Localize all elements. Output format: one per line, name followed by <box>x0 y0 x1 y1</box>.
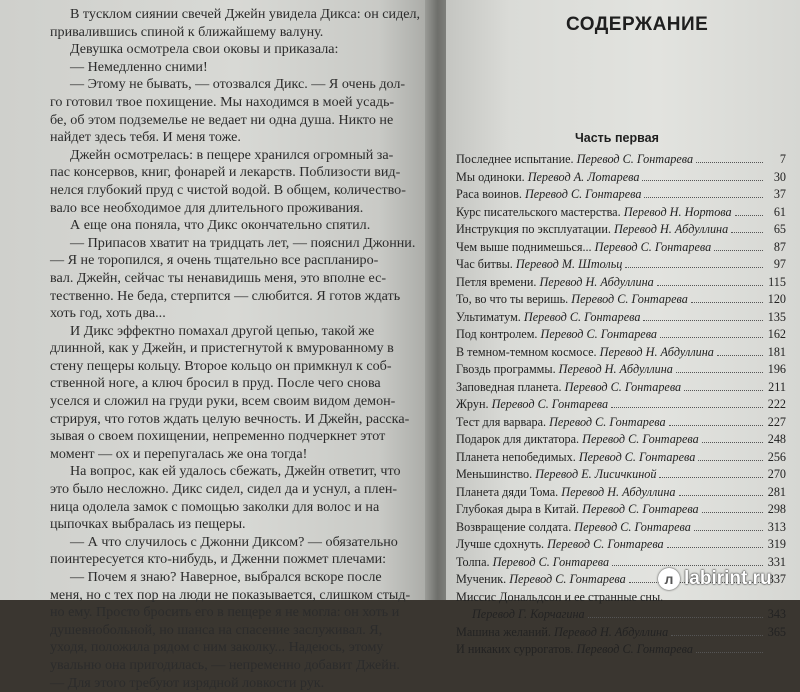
toc-entry <box>456 397 786 415</box>
toc-leader-dots <box>696 652 763 653</box>
toc-entry <box>456 345 786 363</box>
toc-entry-translator: Перевод Н. Абдуллина <box>561 484 676 499</box>
toc-leader-dots <box>717 355 763 356</box>
toc-entry-translator: Перевод С. Гонтарева <box>547 537 664 551</box>
toc-entry-title: Мы одиноки. <box>456 169 525 184</box>
text-line: привалившись спиной к ближайшему валуну. <box>50 23 324 40</box>
text-line: На вопрос, как ей удалось сбежать, Джейн ответит, что <box>70 463 401 480</box>
toc-leader-dots <box>702 512 763 513</box>
text-line: — А что случилось с Джонни Диксом? — обязательно <box>70 533 398 550</box>
toc-entry-text <box>456 380 681 395</box>
toc-entry <box>456 240 786 258</box>
toc-entry-translator: Перевод С. Гонтарева <box>574 519 691 534</box>
text-line: момент — ох и перепугалась же она тогда! <box>50 445 308 462</box>
toc-entry-page: 120 <box>767 292 786 306</box>
toc-entry-title: И никаких суррогатов. <box>456 642 574 656</box>
toc-entry <box>456 502 786 520</box>
toc-entry-title: Толпа. <box>456 554 490 569</box>
toc-leader-dots <box>696 162 763 163</box>
toc-entry <box>456 205 786 223</box>
text-line: нелся глубокий пруд с чистой водой. В общем, количество- <box>50 181 406 198</box>
toc-entry-title: Тест для варвара. <box>456 414 547 429</box>
toc-entry-page: 343 <box>767 607 786 621</box>
toc-entry-title: Под контролем. <box>456 327 538 341</box>
text-line: вал. Джейн, сейчас ты ненавидишь меня, это вполне ес- <box>50 269 387 286</box>
text-line: меня, но с тех пор на люди не показывается, слишком стыд- <box>50 586 411 603</box>
text-line: — Для этого требуют изрядной ловкости рук. <box>50 674 325 691</box>
toc-leader-dots <box>691 302 763 303</box>
toc-entry-title: Миссис Дональдсон и ее странные сны. <box>456 589 664 604</box>
toc-leader-dots <box>659 477 763 478</box>
toc-entry-title: Петля времени. <box>456 274 537 289</box>
toc-leader-dots <box>625 267 763 268</box>
text-line: увальню она пригодилась, — непременно добавит Джейн. <box>50 656 400 673</box>
text-line: тественно. Не беда, стерпится — слюбится. Я готов ждать <box>50 287 401 304</box>
toc-entry-page: 7 <box>779 152 786 166</box>
toc-entry-title: Час битвы. <box>456 257 513 271</box>
toc-entry-translator: Перевод С. Гонтарева <box>576 642 693 656</box>
toc-entry-page: 331 <box>767 554 786 569</box>
toc-entry-title: Возвращение солдата. <box>456 519 572 534</box>
toc-entry-translator: Перевод С. Гонтарева <box>491 397 609 411</box>
toc-entry-text <box>456 187 641 202</box>
toc-entry-title: Ультиматум. <box>456 309 521 324</box>
toc-entry-translator: Перевод С. Гонтарева <box>523 309 641 324</box>
toc-entry-title: Подарок для диктатора. <box>456 432 580 446</box>
toc-entry <box>456 415 786 433</box>
toc-entry-translator: Перевод С. Гонтарева <box>549 414 666 429</box>
toc-entry <box>456 222 786 240</box>
toc-entry-title: Глубокая дыра в Китай. <box>456 502 580 516</box>
toc-entry-page: 365 <box>767 624 786 639</box>
toc-entry-translator: Перевод А. Лотарева <box>527 169 640 184</box>
toc-entry-page: 37 <box>773 187 786 201</box>
text-line: вало все необходимое для длительного проживания. <box>50 199 364 216</box>
text-line: длинной, как у Джейн, и пристегнутой к вмурованному в <box>50 340 394 357</box>
toc-entry-page: 227 <box>767 414 786 429</box>
toc-entry-text <box>456 537 664 552</box>
text-line: уходя, положила рядом с ним заколку... Надеюсь, этому <box>50 639 384 656</box>
text-line: — Я не торопился, я очень тщательно все распланиро- <box>50 252 379 269</box>
toc-entry-translator: Перевод Н. Абдуллина <box>539 274 654 289</box>
toc-entry-text <box>456 222 728 237</box>
toc-entry-text <box>456 292 688 307</box>
toc-entry-page: 196 <box>767 362 786 376</box>
part-title: Часть первая <box>575 131 659 145</box>
toc-entry-page: 30 <box>773 169 786 184</box>
toc-entry-translator: Перевод Н. Абдуллина <box>613 222 729 236</box>
toc-entry-translator: Перевод С. Гонтарева <box>571 292 688 306</box>
toc-entry <box>456 170 786 188</box>
toc-entry-text <box>456 467 656 482</box>
toc-entry-text <box>456 205 732 220</box>
toc-entry-text <box>456 432 699 447</box>
toc-entry-text <box>456 152 693 167</box>
toc-entry-page: 65 <box>773 222 786 236</box>
text-line: цыпочках выбралась из пещеры. <box>50 516 246 533</box>
text-line: го готовил твое похищение. Мы находимся в моей усадь- <box>50 93 395 110</box>
toc-entry <box>456 292 786 310</box>
toc-entry-translator: Перевод С. Гонтарева <box>540 327 658 341</box>
toc-entry-text <box>456 520 691 535</box>
toc-entry <box>456 432 786 450</box>
text-line: стену пещеры кольцу. Второе кольцо он примкнул к соб- <box>50 357 392 374</box>
toc-entry-text <box>456 642 693 657</box>
toc-entry <box>456 590 786 608</box>
text-line: найдет здесь тебя. И меня тоже. <box>50 129 241 146</box>
toc-entry-title: Последнее испытание. <box>456 152 574 166</box>
toc-leader-dots <box>679 495 764 496</box>
toc-entry-title: То, во что ты веришь. <box>456 292 569 306</box>
toc-entry-text <box>456 450 695 465</box>
toc-entry <box>456 275 786 293</box>
toc-entry-translator: Перевод С. Гонтарева <box>564 379 682 394</box>
toc-leader-dots <box>643 320 763 321</box>
toc-entry-title: Заповедная планета. <box>456 379 562 394</box>
toc-entry-translator: Перевод Н. Абдуллина <box>558 362 673 376</box>
toc-entry-text <box>456 275 654 290</box>
text-line: — Немедленно сними! <box>70 58 208 75</box>
text-line: стрируя, что готов ждать целую вечность. И Джейн, расска- <box>50 410 410 427</box>
toc-entry-translator: Перевод М. Штольц <box>515 257 623 271</box>
toc-entry-text <box>456 625 668 640</box>
toc-leader-dots <box>671 635 763 636</box>
toc-entry-title: Мученик. <box>456 572 507 586</box>
toc-entry-title: Меньшинство. <box>456 467 533 481</box>
toc-entry <box>456 380 786 398</box>
text-line: душевнобольной, но шанса на спасение заслуживал. Я, <box>50 621 383 638</box>
toc-entry-title: Машина желаний. <box>456 624 551 639</box>
toc-entry-text <box>456 415 666 430</box>
text-line: ница одолела замок с помощью заколки для волос и на <box>50 498 380 515</box>
toc-entry-translator: Перевод С. Гонтарева <box>582 502 699 516</box>
toc-entry-translator: Перевод С. Гонтарева <box>524 187 642 201</box>
text-line: хоть год, хоть два... <box>50 305 166 322</box>
toc-entry-page: 248 <box>767 432 786 446</box>
toc-leader-dots <box>669 425 763 426</box>
toc-entry <box>456 625 786 643</box>
toc-leader-dots <box>611 407 763 408</box>
toc-entry-translator: Перевод С. Гонтарева <box>576 152 694 166</box>
watermark <box>658 568 772 590</box>
text-line: ственной ноге, а ключ бросил в пруд. После чего снова <box>50 375 381 392</box>
toc-entry-page: 337 <box>767 572 786 586</box>
toc-entry <box>456 152 786 170</box>
toc-entry-text <box>456 485 676 500</box>
toc-entry-page: 115 <box>768 274 786 289</box>
toc-leader-dots <box>714 250 763 251</box>
toc-leader-dots <box>698 460 763 461</box>
toc-leader-dots <box>644 197 763 198</box>
toc-entry-page: 270 <box>767 467 786 481</box>
toc-entry-page: 222 <box>767 397 786 411</box>
text-line: В тусклом сиянии свечей Джейн увидела Дикса: он сидел, <box>70 6 421 22</box>
toc-entry-text <box>456 572 626 587</box>
toc-entry <box>456 467 786 485</box>
toc-entry-page: 135 <box>767 309 786 324</box>
text-line: пас консервов, книг, фонарей и лекарств. Поблизости вид- <box>50 164 401 181</box>
toc-entry-title: Курс писательского мастерства. <box>456 204 621 219</box>
toc-leader-dots <box>612 565 763 566</box>
text-line: бе, об этом подземелье не ведает ни одна душа. Никто не <box>50 111 394 128</box>
text-line: Джейн осмотрелась: в пещере хранился огромный за- <box>70 146 394 163</box>
toc-entry-page: 97 <box>773 257 786 271</box>
toc-entry-translator: Перевод Н. Нортова <box>623 204 732 219</box>
toc-entry-title: Гвоздь программы. <box>456 362 556 376</box>
toc-entry-page: 61 <box>773 204 786 219</box>
toc-entry <box>456 327 786 345</box>
toc-entry-text <box>456 607 585 622</box>
text-line: это было несложно. Дикс сидел, сидел да и уснул, а плен- <box>50 481 398 498</box>
toc-entry-text <box>456 240 711 255</box>
toc-entry <box>456 310 786 328</box>
toc-entry-title: Планета дяди Тома. <box>456 484 559 499</box>
toc-entry-translator: Перевод С. Гонтарева <box>492 554 610 569</box>
text-line: А еще она поняла, что Дикс окончательно спятил. <box>70 217 371 234</box>
toc-entry-page: 181 <box>767 344 786 359</box>
watermark-text: labirint.ru <box>684 568 772 589</box>
toc-entry-page: 256 <box>767 449 786 464</box>
toc-entry-translator: Перевод С. Гонтарева <box>594 239 712 254</box>
text-line: — Припасов хватит на тридцать лет, — пояснил Джонни. <box>70 234 416 251</box>
toc-entry <box>456 257 786 275</box>
toc-entry-text <box>456 590 663 605</box>
toc-entry-title: Раса воинов. <box>456 187 522 201</box>
left-page-text <box>50 6 421 692</box>
toc-entry-text <box>456 310 640 325</box>
toc-entry-page: 319 <box>767 537 786 551</box>
toc-entry-text <box>456 397 608 412</box>
toc-entry-text <box>456 345 714 360</box>
toc-entry-title: Планета непобедимых. <box>456 449 576 464</box>
toc-entry-translator: Перевод Г. Корчагина <box>472 607 585 621</box>
toc-entry-page: 162 <box>767 327 786 341</box>
toc-leader-dots <box>731 232 763 233</box>
toc-entry-text <box>456 362 673 377</box>
text-line: поинтересуется кто-нибудь, и Дженни пожмет плечами: <box>50 551 387 568</box>
toc-entry <box>456 485 786 503</box>
toc-entry-text <box>456 170 639 185</box>
toc-entry-page: 298 <box>767 502 786 516</box>
toc-entry-page: 281 <box>767 484 786 499</box>
toc-entry-translator: Перевод Н. Абдуллина <box>553 624 669 639</box>
toc-leader-dots <box>702 442 763 443</box>
toc-entry-page: 87 <box>773 239 786 254</box>
text-line: — Почем я знаю? Наверное, выбрался вскоре после <box>70 569 382 585</box>
toc-leader-dots <box>684 390 763 391</box>
toc-entry-text <box>456 327 657 342</box>
toc-entry-title: Инструкция по эксплуатации. <box>456 222 611 236</box>
text-line: Девушка осмотрела свои оковы и приказала: <box>70 41 339 58</box>
labirint-logo-icon: л <box>658 568 680 590</box>
toc-leader-dots <box>694 530 763 531</box>
toc-leader-dots <box>657 285 763 286</box>
toc-entry-title: Жрун. <box>456 397 489 411</box>
toc-entry <box>456 537 786 555</box>
toc-entry-text <box>456 502 699 517</box>
right-page <box>446 0 800 656</box>
toc-entry <box>456 362 786 380</box>
toc-leader-dots <box>642 180 763 181</box>
toc-entry-translator: Перевод С. Гонтарева <box>582 432 699 446</box>
toc-entry-text <box>456 555 609 570</box>
toc-leader-dots <box>735 215 763 216</box>
text-line: но ему. Просто бросить его в пещере я не могла: он хоть и <box>50 604 400 621</box>
toc-entry-page: 313 <box>767 519 786 534</box>
toc-leader-dots <box>676 372 763 373</box>
text-line: — Этому не бывать, — отозвался Дикс. — Я очень дол- <box>70 76 406 93</box>
text-line: уселся и сложил на груди руки, всем своим видом демон- <box>50 393 396 410</box>
toc-entry-page: 211 <box>768 379 786 394</box>
toc-entry <box>456 642 786 660</box>
toc-title: СОДЕРЖАНИЕ <box>566 14 709 35</box>
toc-entry-translator: Перевод С. Гонтарева <box>509 572 626 586</box>
toc-entry-text <box>456 257 622 272</box>
toc-entry <box>456 450 786 468</box>
toc-entry <box>456 607 786 625</box>
toc-leader-dots <box>588 617 763 618</box>
toc-entry-translator: Перевод Е. Лисичкиной <box>535 467 657 481</box>
toc-leader-dots <box>667 547 763 548</box>
text-line: И Дикс эффектно помахал другой цепью, такой же <box>70 322 375 339</box>
toc-entry-title: В темном-темном космосе. <box>456 344 597 359</box>
toc-entry <box>456 187 786 205</box>
toc-entry-title: Чем выше поднимешься... <box>456 239 592 254</box>
text-line: зывая о своем похищении, непременно подчеркнет этот <box>50 428 386 445</box>
toc-entry-translator: Перевод С. Гонтарева <box>578 449 696 464</box>
toc-entry-title: Лучше сдохнуть. <box>456 537 545 551</box>
toc-entry <box>456 520 786 538</box>
toc-leader-dots <box>660 337 763 338</box>
toc-entry-translator: Перевод Н. Абдуллина <box>599 344 714 359</box>
